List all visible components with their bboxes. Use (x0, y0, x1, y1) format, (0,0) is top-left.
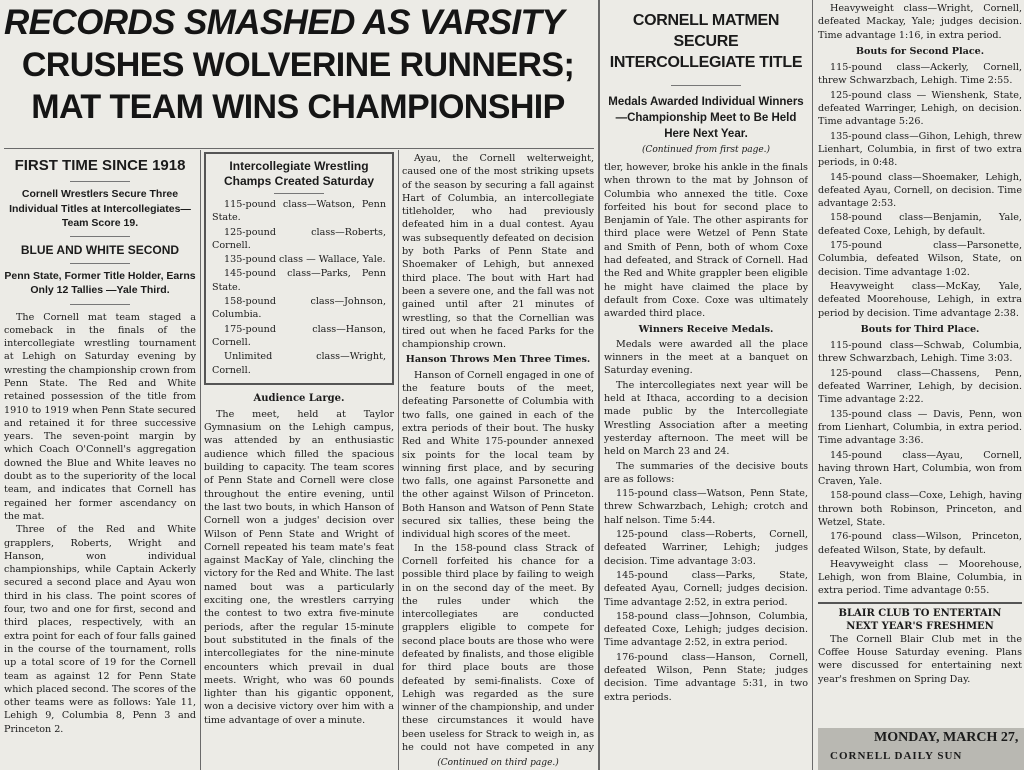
continued-story-head: CORNELL MATMEN SECURE INTERCOLLEGIATE TITLE (609, 12, 803, 71)
audience-subhead: Audience Large. (253, 392, 345, 404)
summary-item: 135-pound class — Davis, Penn, won from Lienhart, Columbia, in extra period. Time advantage 3:36. (818, 408, 1022, 447)
headline-line-3: MAT TEAM WINS CHAMPIONSHIP (31, 88, 565, 126)
summary-item: 176-pound class—Hanson, Cornell, defeated Wilson, Penn State; judges decision. Time advantage 5:31, in two extra periods. (604, 651, 808, 703)
list-item: Unlimited class—Wright, Cornell. (212, 351, 386, 376)
paragraph: Hanson of Cornell engaged in one of the feature bouts of the meet, defeating Parsonette of Columbia with two falls, one gained in each of the extra periods of their bout. The husky Red and White 175-pounder annexed six points for the local team by winning first place, and by securing two falls, one against Parsonette and the other against Wilson of Princeton. Both Hanson and Watson of Penn State secured six tallies, these being the individual high scores of the meet. (402, 369, 594, 541)
dateline-strip (818, 728, 1024, 770)
summary-item: 115-pound class—Ackerly, Cornell, threw Schwarzbach, Lehigh. Time 2:55. (818, 62, 1022, 87)
paragraph: Ayau, the Cornell welterweight, caused one of the most striking upsets of the season by securing a fall against Hart of Columbia, an intercollegiate titleholder, who had previously defeated him in a dual contest. Ayau was subsequently defeated on decision by both Parks of Penn State and Shoemaker of Lehigh, but annexed third place. The bout with Hart had been a severe one, and the fall was not gained until after 21 minutes of wrestling, so that the Cornellian was tired out when he faced Parks for the championship crown. (402, 153, 594, 351)
summary-item: 115-pound class—Schwab, Columbia, threw Schwarzbach, Lehigh. Time 3:03. (818, 340, 1022, 365)
summary-item: 158-pound class—Coxe, Lehigh, having thrown both Robinson, Princeton, and Wetzel, State. (818, 490, 1022, 528)
column-5 (818, 2, 1022, 726)
summary-item: 135-pound class—Gihon, Lehigh, threw Lienhart, Columbia, in first of two extra periods, in 0:48. (818, 130, 1022, 169)
summaries-continued (818, 2, 1022, 686)
story-deck-1: Cornell Wrestlers Secure Three Individual Titles at Intercollegiates— Team Score 19. (9, 188, 191, 229)
masthead-text: CORNELL DAILY SUN (830, 750, 963, 762)
blair-head-1: BLAIR CLUB TO ENTERTAIN (838, 607, 1002, 619)
headline-line-1: RECORDS SMASHED AS VARSITY (4, 3, 565, 42)
paragraph: In the 158-pound class Strack of Cornell forfeited his chance for a possible third place by failing to weigh in on the second day of the meet. By the rules under which the intercollegiates are conducted grapplers eligible to compete for second place bouts are those who were defeated by finalists, and those eligible for third place bouts are those defeated by semi-finalists. Coxe of Lehigh was regarded as the sure winner of the championship, and under these circumstances it would have been useless for Strack to weigh in, as he could not have competed in any (402, 542, 594, 754)
paragraph: The Cornell Blair Club met in the Coffee House Saturday evening. Plans were discussed for entertaining next year's freshmen on Spring Day. (818, 633, 1022, 685)
list-item: 175-pound class—Hanson, Cornell. (212, 323, 386, 348)
summary-item: 158-pound class—Johnson, Columbia, defeated Coxe, Lehigh; judges decision. Time advantage 2:52, in extra period. (604, 610, 808, 649)
list-item: 115-pound class—Watson, Penn State. (212, 199, 386, 224)
dateline: MONDAY, MARCH 27, (874, 730, 1019, 745)
headline-line-2: CRUSHES WOLVERINE RUNNERS; (21, 46, 575, 84)
summary-item: 176-pound class—Wilson, Princeton, defeated Wilson, State, by default. (818, 531, 1022, 556)
paragraph: Three of the Red and White grapplers, Roberts, Wright and Hanson, won individual championships, while Captain Ackerly secured a second place and Ayau won third in his class. The point scores of four, two and one for first, second and third places, respectively, with an extra point for each of four falls gained in the course of the tournament, rolls up a total score of 19 for the Cornell team as against 12 for Penn State which placed second. The scores of the other teams were as follows: Yale 11, Lehigh 9, Columbia 8, Penn 3 and Princeton 2. (4, 524, 196, 735)
column-1 (4, 152, 196, 770)
headline-rule (4, 148, 594, 149)
champions-box (204, 152, 394, 385)
story-body-left (4, 311, 196, 737)
hanson-subhead: Hanson Throws Men Three Times. (405, 354, 591, 366)
champions-title: Intercollegiate Wrestling Champs Created Saturday (223, 159, 375, 188)
summary-item: 145-pound class—Parks, State, defeated Ayau, Cornell; judges decision. Time advantage 2:52, in extra period. (604, 569, 808, 608)
list-item: 145-pound class—Parks, Penn State. (212, 268, 386, 293)
blair-head-2: NEXT YEAR'S FRESHMEN (846, 620, 994, 632)
column-rule (398, 150, 399, 770)
summary-item: 115-pound class—Watson, Penn State, threw Schwarzbach, Lehigh; crotch and half nelson. Time 5:44. (604, 488, 808, 526)
continued-line: (Continued on third page.) (437, 758, 559, 768)
paragraph: tler, however, broke his ankle in the finals when thrown to the mat by Johnson of Columbia who annexed the title. Coxe forfeited his bout for second place to Benjamin of Yale. The other aspirants for third place were Wetzel of Penn State and Smith of Penn, both of whom Coxe had defeated, and Strack of Cornell. Had the Red and White grappler been eligible he might have claimed the place by default from Coxe. Coxe was ultimately awarded third place. (604, 162, 808, 320)
column-3-body (402, 152, 594, 756)
paragraph: Medals were awarded all the place winners in the meet at a banquet on Saturday evening. (604, 338, 808, 377)
paragraph: The intercollegiates next year will be held at Ithaca, according to a decision made public by the Intercollegiate Wrestling Association after a meeting yesterday afternoon. The meet will be held on March 23 and 24. (604, 379, 808, 458)
paragraph: The summaries of the decisive bouts are as follows: (604, 460, 808, 485)
list-item: 158-pound class—Johnson, Columbia. (212, 296, 386, 321)
column-4 (604, 4, 808, 770)
list-item: 135-pound class — Wallace, Yale. (224, 254, 386, 266)
medals-subhead: Winners Receive Medals. (638, 323, 774, 335)
column-rule (812, 0, 813, 770)
story-head-2: BLUE AND WHITE SECOND (20, 242, 180, 257)
summary-item: 145-pound class—Ayau, Cornell, having thrown Hart, Columbia, won from Craven, Yale. (818, 449, 1022, 488)
audience-body (204, 408, 394, 727)
summary-item: Heavyweight class — Moorehouse, Lehigh, won from Blaine, Columbia, in extra period. Time advantage 0:55. (818, 558, 1022, 597)
summary-item: 125-pound class—Chassens, Penn, defeated Warriner, Lehigh, by decision. Time advantage 2:22. (818, 367, 1022, 406)
column-3 (402, 152, 594, 770)
story-deck-2: Penn State, Former Title Holder, Earns Only 12 Tallies —Yale Third. (4, 269, 196, 296)
summary-item: 175-pound class—Parsonette, Columbia, defeated Wilson, State, on decision. Time advantage 1:02. (818, 240, 1022, 278)
continued-story-body (604, 161, 808, 761)
summary-item: 125-pound class — Wienshenk, State, defeated Warringer, Lehigh, on decision. Time advantage 5:26. (818, 89, 1022, 128)
champions-list (212, 198, 386, 377)
story-head-1: FIRST TIME SINCE 1918 (14, 157, 186, 174)
paragraph: The meet, held at Taylor Gymnasium on the Lehigh campus, was attended by an enthusiastic audience which filled the spacious building to capacity. The team scores of Penn State and Cornell were close throughout the entire evening, until the last two bouts, in which Hanson of Cornell won a judges' decision over Wilson of Penn State and Wright of Cornell repeated his team mate's feat against MacKay of Yale, clinching the victory for the Red and White. The last named bout was a particularly exciting one, the wrestlers carrying the contest to two extra five-minute periods, after the regular 15-minute bout substituted in the finals of the intercollegiates for the nine-minute encounters which prevail in dual meets. Wright, who was 60 pounds lighter than his gigantic opponent, won a decisive victory over him with a time advantage of over a minute. (204, 408, 394, 726)
column-rule (598, 0, 600, 770)
third-place-subhead: Bouts for Third Place. (860, 323, 980, 335)
paragraph: The Cornell mat team staged a comeback in the finals of the intercollegiate wrestling tournament at Lehigh on Saturday evening by wresting the championship crown from Penn State. The Red and White retained possession of the title from 1910 to 1919 when Penn State secured and retained it for three successive years. The seven-point margin by which Coach O'Connell's aggregation downed the Blue and White leaves no doubt as to the superiority of the local team, and indicates that Cornell has regained her former ascendancy on the mat. (4, 311, 196, 522)
summary-item: Heavyweight class—McKay, Yale, defeated Moorehouse, Lehigh, in extra period by decision. Time advantage 2:38. (818, 280, 1022, 319)
column-2 (204, 152, 394, 770)
second-place-subhead: Bouts for Second Place. (855, 45, 985, 57)
list-item: 125-pound class—Roberts, Cornell. (212, 226, 386, 251)
summary-item: 145-pound class—Shoemaker, Lehigh, defeated Ayau, Cornell, on decision. Time advantage 2:53. (818, 171, 1022, 210)
main-headline (4, 2, 592, 146)
summary-item: 125-pound class—Roberts, Cornell, defeated Warriner, Lehigh; judges decision. Time advantage 3:03. (604, 529, 808, 567)
summary-item: 158-pound class—Benjamin, Yale, defeated Coxe, Lehigh, by default. (818, 212, 1022, 237)
continued-story-deck: Medals Awarded Individual Winners—Championship Meet to Be Held Here Next Year. (608, 96, 804, 140)
summary-item: Heavyweight class—Wright, Cornell, defeated Mackay, Yale; judges decision. Time advantage 1:16, in extra period. (818, 3, 1022, 41)
column-rule (200, 150, 201, 770)
continued-from: (Continued from first page.) (641, 145, 771, 155)
